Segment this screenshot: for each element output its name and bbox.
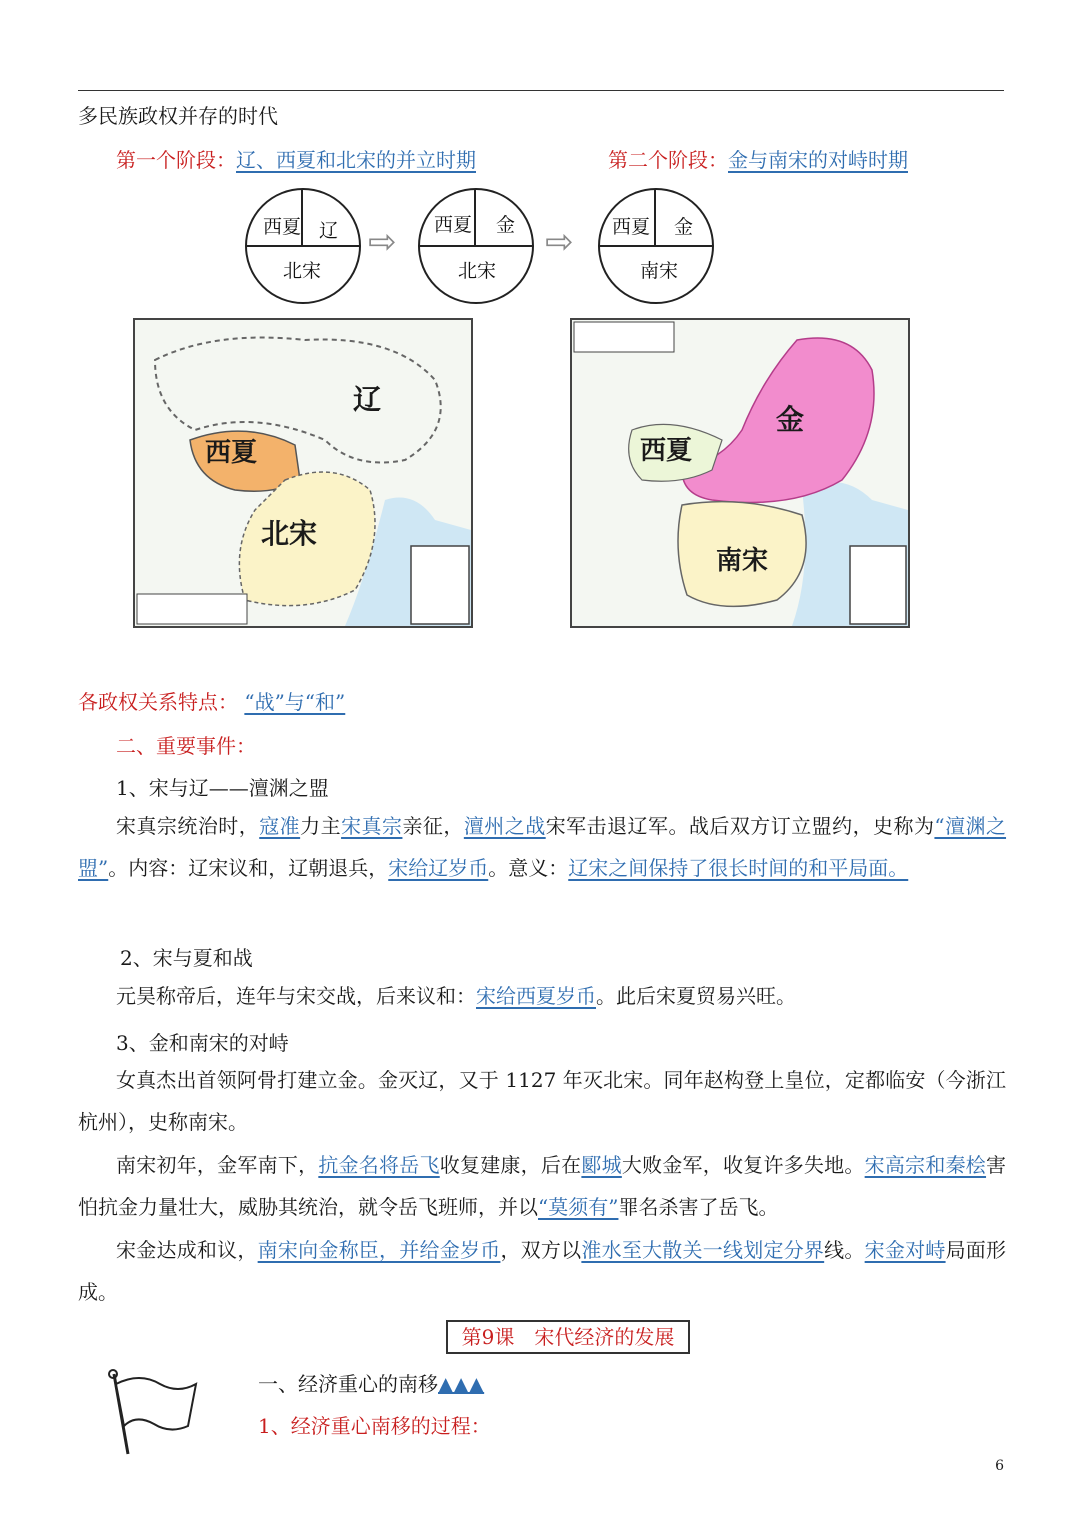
keyword: 宋高宗和秦桧 [864, 1153, 987, 1177]
event-3-title: 3、金和南宋的对峙 [116, 1031, 289, 1055]
keyword: 宋给辽岁币 [388, 856, 489, 880]
map-right-nansong-label: 南宋 [716, 546, 769, 576]
stage-two [608, 144, 908, 173]
circle-3-left: 西夏 [612, 216, 651, 238]
text: 。此后宋夏贸易兴旺。 [596, 984, 796, 1008]
keyword: 淮水至大散关一线划定分界 [581, 1238, 825, 1262]
event-1-title: 1、宋与辽——澶渊之盟 [116, 776, 329, 800]
keyword: 宋真宗 [341, 814, 403, 838]
circle-2-right: 金 [496, 214, 516, 236]
text: 元昊称帝后，连年与宋交战，后来议和： [116, 984, 476, 1008]
map-left-xixia-label: 西夏 [205, 438, 258, 468]
text: 害怕抗金力量壮大，威胁其统治，就令岳飞班师，并以 [78, 1153, 1007, 1219]
keyword: 宋给西夏岁币 [476, 984, 596, 1008]
text: 大败金军，收复许多失地。 [621, 1153, 865, 1177]
arrow-2-icon: ⇨ [545, 222, 574, 262]
text: 亲征， [402, 814, 464, 838]
keyword: 郾城 [581, 1153, 622, 1177]
text: 线。 [824, 1238, 865, 1262]
arrow-1-icon: ⇨ [368, 222, 397, 262]
keyword: 宋金对峙 [864, 1238, 946, 1262]
stage-one-label: 第一个阶段： [116, 148, 236, 172]
text: 。内容：辽宋议和，辽朝退兵， [108, 856, 389, 880]
map-jin-nansong [570, 318, 910, 628]
map-liao-xixia-beisong [133, 318, 473, 628]
circle-1-left: 西夏 [263, 216, 302, 238]
keyword: 寇准 [259, 814, 301, 838]
lesson-title-box: 第9课 宋代经济的发展 [446, 1320, 690, 1354]
event-2-title: 2、宋与夏和战 [120, 946, 253, 970]
map-left-liao-label: 辽 [353, 383, 382, 416]
circle-1-bottom: 北宋 [283, 260, 322, 282]
event-3-paragraph-2 [78, 1144, 1006, 1228]
keyword: 澶州之战 [463, 814, 546, 838]
text: 宋金达成和议， [116, 1238, 258, 1262]
text: 南宋初年，金军南下， [116, 1153, 319, 1177]
circle-3-bottom: 南宋 [640, 260, 679, 282]
page-number: 6 [995, 1458, 1004, 1474]
event-3-paragraph-1: 女真杰出首领阿骨打建立金。金灭辽，又于 1127 年灭北宋。同年赵构登上皇位，定都临安（今浙江杭州），史称南宋。 [78, 1068, 1006, 1134]
triangle-icons: ▲▲▲ [438, 1372, 485, 1396]
keyword: 抗金名将岳飞 [318, 1153, 440, 1177]
event-2-paragraph [78, 975, 1006, 1017]
event-1-paragraph [78, 805, 1006, 889]
econ-title-text: 一、经济重心的南移 [258, 1372, 438, 1396]
text: 收复建康，后在 [439, 1153, 582, 1177]
circle-3-right: 金 [674, 216, 694, 238]
keyword: 南宋向金称臣，并给金岁币 [257, 1238, 501, 1262]
econ-section-title [258, 1368, 484, 1397]
text: ，双方以 [500, 1238, 582, 1262]
relations-value: “战”与“和” [244, 690, 346, 714]
text: 宋真宗统治时， [116, 814, 260, 838]
regime-circle-3 [598, 188, 714, 304]
keyword: “莫须有” [538, 1195, 619, 1219]
stage-two-value: 金与南宋的对峙时期 [728, 148, 908, 172]
circle-2-bottom: 北宋 [458, 260, 497, 282]
map-left-beisong-label: 北宋 [261, 517, 318, 550]
text: 。意义： [488, 856, 569, 880]
stage-one-value: 辽、西夏和北宋的并立时期 [236, 148, 476, 172]
header-rule [78, 90, 1004, 91]
keyword: 辽宋之间保持了很长时间的和平局面。 [568, 856, 909, 880]
circle-1-right: 辽 [319, 220, 339, 242]
regime-circle-2 [418, 188, 534, 304]
text: 罪名杀害了岳飞。 [618, 1195, 779, 1219]
text: 力主 [300, 814, 342, 838]
stage-one [116, 144, 476, 173]
event-3-paragraph-3 [78, 1229, 1006, 1313]
relations-line [78, 686, 345, 715]
regime-circle-1 [245, 188, 361, 304]
flag-icon [100, 1368, 200, 1462]
map-right-xixia-label: 西夏 [640, 436, 693, 466]
keyword: “澶渊之盟” [78, 814, 1007, 880]
circle-2-left: 西夏 [434, 214, 473, 236]
map-right-jin-label: 金 [776, 403, 805, 436]
page-title: 多民族政权并存的时代 [78, 104, 278, 128]
text: 局面形成。 [78, 1238, 1007, 1304]
econ-subtitle: 1、经济重心南移的过程： [258, 1414, 491, 1438]
relations-label: 各政权关系特点： [78, 690, 238, 714]
text: 宋军击退辽军。战后双方订立盟约，史称为 [545, 814, 935, 838]
section-events-title: 二、重要事件： [116, 734, 256, 758]
stage-two-label: 第二个阶段： [608, 148, 728, 172]
